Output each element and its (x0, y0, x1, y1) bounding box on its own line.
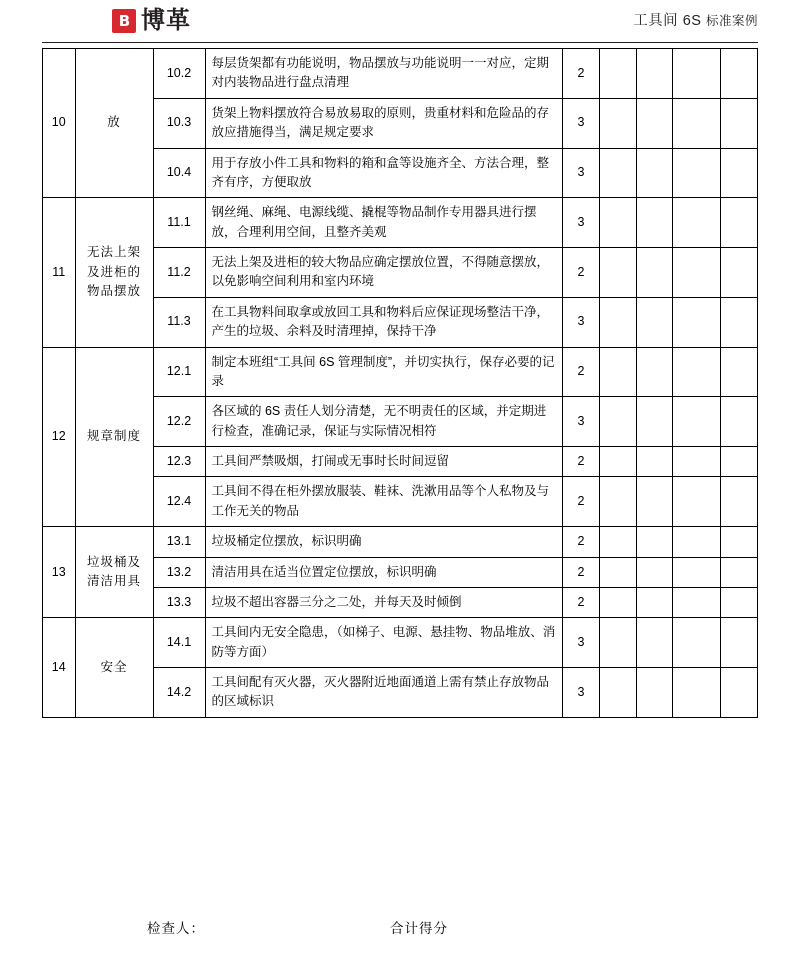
cell-description: 无法上架及进柜的较大物品应确定摆放位置，不得随意摆放，以免影响空间利用和室内环境 (205, 248, 563, 298)
cell-index: 11.2 (153, 248, 205, 298)
cell-category: 垃圾桶及清洁用具 (75, 527, 153, 618)
cell-score: 2 (563, 527, 600, 557)
cell-score: 2 (563, 477, 600, 527)
cell-blank-3[interactable] (673, 557, 721, 587)
cell-blank-3[interactable] (673, 397, 721, 447)
cell-blank-1[interactable] (599, 668, 636, 718)
cell-blank-2[interactable] (636, 477, 673, 527)
cell-index: 13.2 (153, 557, 205, 587)
cell-blank-1[interactable] (599, 587, 636, 617)
doc-title-sub: 标准案例 (705, 13, 758, 28)
cell-index: 11.3 (153, 297, 205, 347)
cell-description: 钢丝绳、麻绳、电源线缆、撬棍等物品制作专用器具进行摆放，合理利用空间，且整齐美观 (205, 198, 563, 248)
cell-score: 3 (563, 397, 600, 447)
table-row (43, 347, 758, 397)
cell-blank-2[interactable] (636, 668, 673, 718)
cell-blank-4[interactable] (721, 248, 758, 298)
cell-score: 3 (563, 618, 600, 668)
cell-description: 工具间配有灭火器，灭火器附近地面通道上需有禁止存放物品的区域标识 (205, 668, 563, 718)
cell-score: 3 (563, 148, 600, 198)
cell-blank-3[interactable] (673, 668, 721, 718)
cell-blank-4[interactable] (721, 477, 758, 527)
cell-blank-1[interactable] (599, 148, 636, 198)
brand-logo (112, 9, 191, 33)
cell-description: 垃圾不超出容器三分之二处，并每天及时倾倒 (205, 587, 563, 617)
cell-no: 14 (43, 618, 76, 718)
cell-blank-4[interactable] (721, 397, 758, 447)
cell-blank-3[interactable] (673, 98, 721, 148)
cell-no: 13 (43, 527, 76, 618)
table-row (43, 618, 758, 668)
cell-blank-2[interactable] (636, 297, 673, 347)
cell-index: 14.2 (153, 668, 205, 718)
cell-blank-4[interactable] (721, 347, 758, 397)
cell-blank-1[interactable] (599, 477, 636, 527)
cell-blank-2[interactable] (636, 557, 673, 587)
cell-blank-2[interactable] (636, 347, 673, 397)
cell-description: 工具间不得在柜外摆放服装、鞋袜、洗漱用品等个人私物及与工作无关的物品 (205, 477, 563, 527)
cell-description: 工具间严禁吸烟，打闹或无事时长时间逗留 (205, 447, 563, 477)
cell-blank-3[interactable] (673, 587, 721, 617)
cell-score: 3 (563, 668, 600, 718)
cell-description: 各区域的 6S 责任人划分清楚，无不明责任的区域，并定期进行检查，准确记录，保证与实际情况相符 (205, 397, 563, 447)
page-title (633, 9, 758, 34)
cell-description: 用于存放小件工具和物料的箱和盒等设施齐全、方法合理，整齐有序，方便取放 (205, 148, 563, 198)
cell-blank-1[interactable] (599, 297, 636, 347)
cell-blank-3[interactable] (673, 477, 721, 527)
cell-score: 2 (563, 49, 600, 99)
cell-index: 12.4 (153, 477, 205, 527)
cell-blank-1[interactable] (599, 397, 636, 447)
cell-category: 规章制度 (75, 347, 153, 527)
cell-blank-3[interactable] (673, 248, 721, 298)
cell-score: 3 (563, 198, 600, 248)
cell-no: 10 (43, 49, 76, 198)
cell-index: 11.1 (153, 198, 205, 248)
cell-blank-4[interactable] (721, 618, 758, 668)
cell-blank-4[interactable] (721, 557, 758, 587)
cell-blank-4[interactable] (721, 527, 758, 557)
cell-blank-2[interactable] (636, 198, 673, 248)
cell-blank-2[interactable] (636, 397, 673, 447)
cell-category: 安全 (75, 618, 153, 718)
cell-score: 2 (563, 587, 600, 617)
cell-blank-4[interactable] (721, 49, 758, 99)
cell-score: 2 (563, 557, 600, 587)
cell-score: 2 (563, 447, 600, 477)
cell-blank-1[interactable] (599, 347, 636, 397)
cell-blank-4[interactable] (721, 447, 758, 477)
cell-index: 10.4 (153, 148, 205, 198)
checklist-table (42, 48, 758, 718)
table-row (43, 527, 758, 557)
cell-description: 每层货架都有功能说明，物品摆放与功能说明一一对应，定期对内装物品进行盘点清理 (205, 49, 563, 99)
brand-mark-icon: B (112, 9, 136, 33)
cell-index: 10.3 (153, 98, 205, 148)
cell-blank-1[interactable] (599, 49, 636, 99)
cell-index: 12.2 (153, 397, 205, 447)
cell-blank-3[interactable] (673, 347, 721, 397)
table-row (43, 198, 758, 248)
cell-no: 11 (43, 198, 76, 347)
cell-blank-2[interactable] (636, 98, 673, 148)
cell-blank-2[interactable] (636, 447, 673, 477)
cell-category: 无法上架及进柜的物品摆放 (75, 198, 153, 347)
cell-blank-1[interactable] (599, 98, 636, 148)
cell-index: 14.1 (153, 618, 205, 668)
cell-blank-3[interactable] (673, 297, 721, 347)
cell-score: 3 (563, 98, 600, 148)
cell-blank-3[interactable] (673, 527, 721, 557)
cell-blank-3[interactable] (673, 618, 721, 668)
document-footer (42, 917, 758, 937)
cell-no: 12 (43, 347, 76, 527)
cell-index: 12.3 (153, 447, 205, 477)
cell-blank-1[interactable] (599, 248, 636, 298)
cell-blank-1[interactable] (599, 198, 636, 248)
cell-description: 垃圾桶定位摆放，标识明确 (205, 527, 563, 557)
cell-blank-3[interactable] (673, 148, 721, 198)
cell-blank-2[interactable] (636, 587, 673, 617)
cell-blank-1[interactable] (599, 527, 636, 557)
cell-index: 12.1 (153, 347, 205, 397)
cell-category: 放 (75, 49, 153, 198)
cell-description: 在工具物料间取拿或放回工具和物料后应保证现场整洁干净，产生的垃圾、余料及时清理掉，保持干净 (205, 297, 563, 347)
cell-blank-2[interactable] (636, 527, 673, 557)
cell-blank-4[interactable] (721, 668, 758, 718)
inspector-label: 检查人： (147, 921, 205, 936)
checklist-table-wrap (42, 48, 758, 718)
cell-score: 2 (563, 347, 600, 397)
cell-blank-4[interactable] (721, 297, 758, 347)
cell-blank-2[interactable] (636, 618, 673, 668)
cell-blank-3[interactable] (673, 447, 721, 477)
cell-score: 3 (563, 297, 600, 347)
cell-index: 13.1 (153, 527, 205, 557)
brand-name: 博革 (141, 7, 191, 34)
cell-blank-4[interactable] (721, 98, 758, 148)
cell-description: 清洁用具在适当位置定位摆放，标识明确 (205, 557, 563, 587)
cell-blank-4[interactable] (721, 587, 758, 617)
total-score-label: 合计得分 (390, 921, 448, 936)
cell-description: 货架上物料摆放符合易放易取的原则，贵重材料和危险品的存放应措施得当，满足规定要求 (205, 98, 563, 148)
cell-blank-1[interactable] (599, 557, 636, 587)
doc-title-main: 工具间 6S (633, 12, 702, 29)
cell-description: 制定本班组“工具间 6S 管理制度”，并切实执行，保存必要的记录 (205, 347, 563, 397)
cell-blank-3[interactable] (673, 49, 721, 99)
cell-index: 10.2 (153, 49, 205, 99)
cell-blank-4[interactable] (721, 148, 758, 198)
cell-blank-4[interactable] (721, 198, 758, 248)
cell-blank-3[interactable] (673, 198, 721, 248)
cell-blank-1[interactable] (599, 447, 636, 477)
cell-description: 工具间内无安全隐患，（如梯子、电源、悬挂物、物品堆放、消防等方面） (205, 618, 563, 668)
cell-blank-1[interactable] (599, 618, 636, 668)
cell-blank-2[interactable] (636, 49, 673, 99)
cell-score: 2 (563, 248, 600, 298)
cell-index: 13.3 (153, 587, 205, 617)
table-row (43, 49, 758, 99)
cell-blank-2[interactable] (636, 248, 673, 298)
document-header (42, 0, 758, 43)
cell-blank-2[interactable] (636, 148, 673, 198)
